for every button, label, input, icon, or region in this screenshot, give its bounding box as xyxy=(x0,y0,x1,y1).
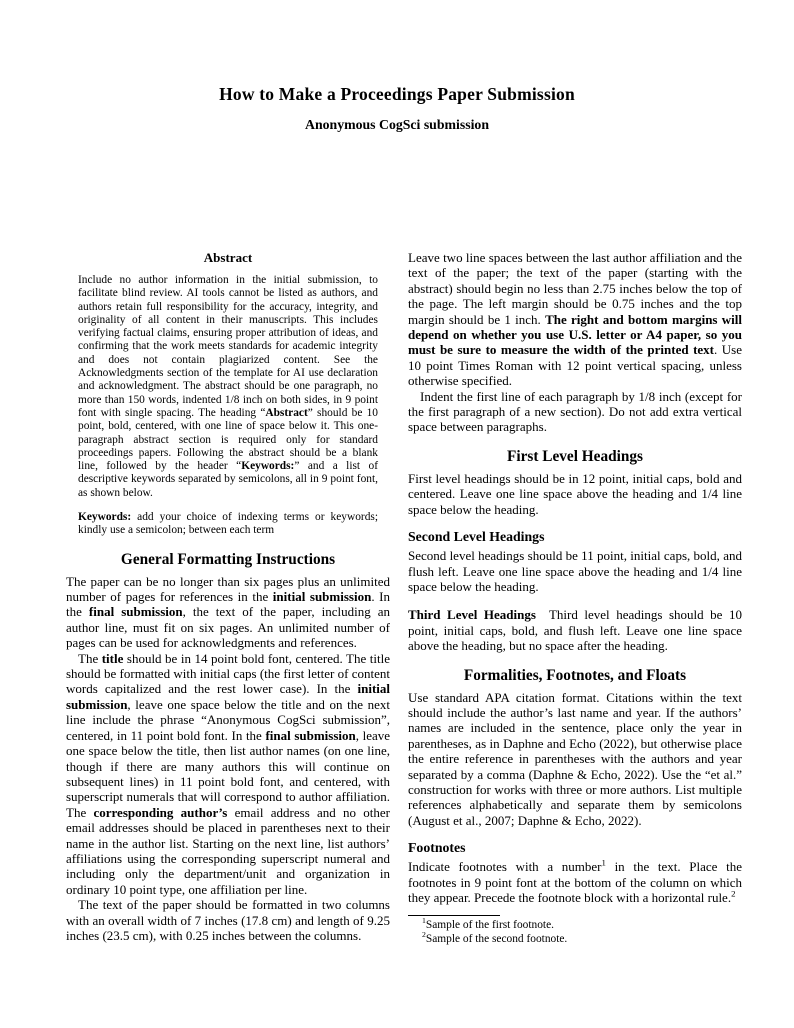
text-run: email address and no other email addresses should be placed in parentheses next to their name in the author list. Starting on the next line, list authors’ affiliations using the corresponding superscript numeral and including only the department/unit and organization in ordinary 10 point type, one affiliation per line. xyxy=(66,804,391,897)
text-run: should be in 14 point bold font, centered. The title should be formatted with initial caps (the first letter of content words capitalized and the rest lower case). In the xyxy=(66,650,390,697)
paragraph xyxy=(408,250,742,389)
keywords-line xyxy=(66,511,390,538)
paragraph xyxy=(66,651,390,898)
text-run: The paper can be no longer than six pages plus an unlimited number of pages for references in the xyxy=(66,573,390,605)
text-run: ” and a list of descriptive keywords separated by semicolons, all in 9 point font, as shown below. xyxy=(78,460,378,499)
text-run: add your choice of indexing terms or keywords; kindly use a semicolon; between each term xyxy=(78,511,378,537)
bold-text: Third Level Headings xyxy=(408,607,536,623)
text-run: Include no author information in the initial submission, to facilitate blind review. AI tools cannot be listed as authors, and authors retain full responsibility for the accuracy, integrity, and originality of all content in their manuscripts. This includes verifying factual claims, ensuring proper attribution of ideas, and confirming that the work meets standards for academic integrity and does not contain plagiarized content. See the Acknowledgments section of the template for AI use declaration and acknowledgment. The abstract should be one paragraph, no more than 150 words, indented 1/8 inch on both sides, in 9 point font with single spacing. The heading “ xyxy=(78,274,378,419)
footnote-marker: 2 xyxy=(731,888,736,899)
column-right xyxy=(408,250,742,947)
section-heading: Formalities, Footnotes, and Floats xyxy=(463,666,687,684)
paper-title: How to Make a Proceedings Paper Submission xyxy=(219,84,575,104)
paragraph xyxy=(408,690,742,829)
text-run: in the text. Place the footnotes in 9 point font at the bottom of the column on which they appear. Precede the footnote block with a horizontal rule. xyxy=(408,859,742,905)
title-block xyxy=(0,84,794,133)
section-heading: First Level Headings xyxy=(507,447,643,465)
subsection-heading: Footnotes xyxy=(408,840,466,856)
footnote-marker: 2 xyxy=(422,930,426,940)
text-run: Use standard APA citation format. Citations within the text should include the author’s last name and year. If the authors’ names are included in the sentence, place only the year in parentheses, as in Daphne and Echo (2022), but otherwise place the entire reference in parentheses with the authors and year separated by a comma (Daphne & Echo, 2022). Use the “et al.” construction for works with three or more authors. List multiple references alphabetically and separate them by semicolons (August et al., 2007; Daphne & Echo, 2022). xyxy=(408,689,742,828)
abstract-paragraph xyxy=(66,274,390,500)
text-run: Leave two line spaces between the last author affiliation and the text of the paper; the text of the paper (starting with the abstract) should begin no less than 2.75 inches below the top of the page. The left margin should be 0.75 inches and the top margin should be 1 inch. xyxy=(408,250,742,327)
bold-text: final submission xyxy=(88,604,183,620)
text-run: Indent the first line of each paragraph by 1/8 inch (except for the first paragraph of a new section). Do not add extra vertical space between paragraphs. xyxy=(408,388,742,435)
footnote xyxy=(408,916,742,933)
bold-text: initial submission xyxy=(66,681,390,712)
text-run: . In the xyxy=(66,589,390,620)
paragraph xyxy=(408,389,742,435)
abstract-heading: Abstract xyxy=(203,250,253,265)
paper-subtitle: Anonymous CogSci submission xyxy=(304,117,489,132)
paragraph xyxy=(66,574,390,651)
text-run: Indicate footnotes with a number xyxy=(408,859,602,875)
column-left xyxy=(66,250,390,943)
footnote-marker: 1 xyxy=(601,857,606,868)
bold-text: Keywords: xyxy=(78,511,132,524)
text-run: The xyxy=(78,650,102,666)
runin-heading-paragraph xyxy=(408,607,742,653)
paragraph xyxy=(408,471,742,517)
text-run: . Use 10 point Times Roman with 12 point vertical spacing, unless otherwise specified. xyxy=(408,342,742,389)
text-run: The text of the paper should be formatted in two columns with an overall width of 7 inches (17.8 cm) and length of 9.25 inches (23.5 cm), with 0.25 inches between the columns. xyxy=(66,897,390,943)
bold-text: corresponding author’s xyxy=(93,804,228,820)
text-run: , the text of the paper, including an author line, must fit on six pages. An unlimited number of pages can be used for acknowledgments and references. xyxy=(66,604,391,651)
section-heading: General Formatting Instructions xyxy=(120,550,336,568)
text-run: Third level headings should be 10 point, initial caps, bold, and flush left. Leave one line space above the heading, but no space after the heading. xyxy=(408,607,742,654)
text-run: Second level headings should be 11 point, initial caps, bold, and flush left. Leave one line space above the heading and 1/4 line space below the heading. xyxy=(408,548,742,594)
bold-text: final submission xyxy=(265,727,356,743)
paragraph xyxy=(408,859,742,905)
text-run: Sample of the first footnote. xyxy=(425,919,554,932)
paragraph xyxy=(408,548,742,594)
bold-text: initial submission xyxy=(272,589,372,605)
subsection-heading: Second Level Headings xyxy=(408,529,545,545)
bold-text: The right and bottom margins will depend on whether you use U.S. letter or A4 paper, so you must be sure to measure the width of the printed text xyxy=(408,311,742,358)
text-run: Sample of the second footnote. xyxy=(425,933,568,945)
footnote-marker: 1 xyxy=(422,916,426,926)
text-run: First level headings should be in 12 point, initial caps, bold and centered. Leave one line space above the heading and 1/4 line space below the heading. xyxy=(408,470,742,517)
bold-text: Abstract xyxy=(265,406,308,419)
bold-text: title xyxy=(101,650,124,666)
footnote xyxy=(408,930,742,947)
paragraph xyxy=(66,897,390,943)
text-run: ” should be 10 point, bold, centered, with one line of space below it. This one-paragraph abstract section is required only for standard proceedings papers. Following the abstract should be a blank line, followed by the header “ xyxy=(78,406,378,473)
text-run: , leave one space below the title and on the next line include the phrase “Anonymous CogSci submission”, centered, in 11 point bold font. In the xyxy=(66,696,390,743)
text-run: , leave one space below the title, then list author names (on one line, though if there are many authors this will continue on subsequent lines) in 11 point bold font, and centered, with superscript numerals that will correspond to author affiliation. The xyxy=(66,727,391,820)
bold-text: Keywords: xyxy=(241,460,295,473)
